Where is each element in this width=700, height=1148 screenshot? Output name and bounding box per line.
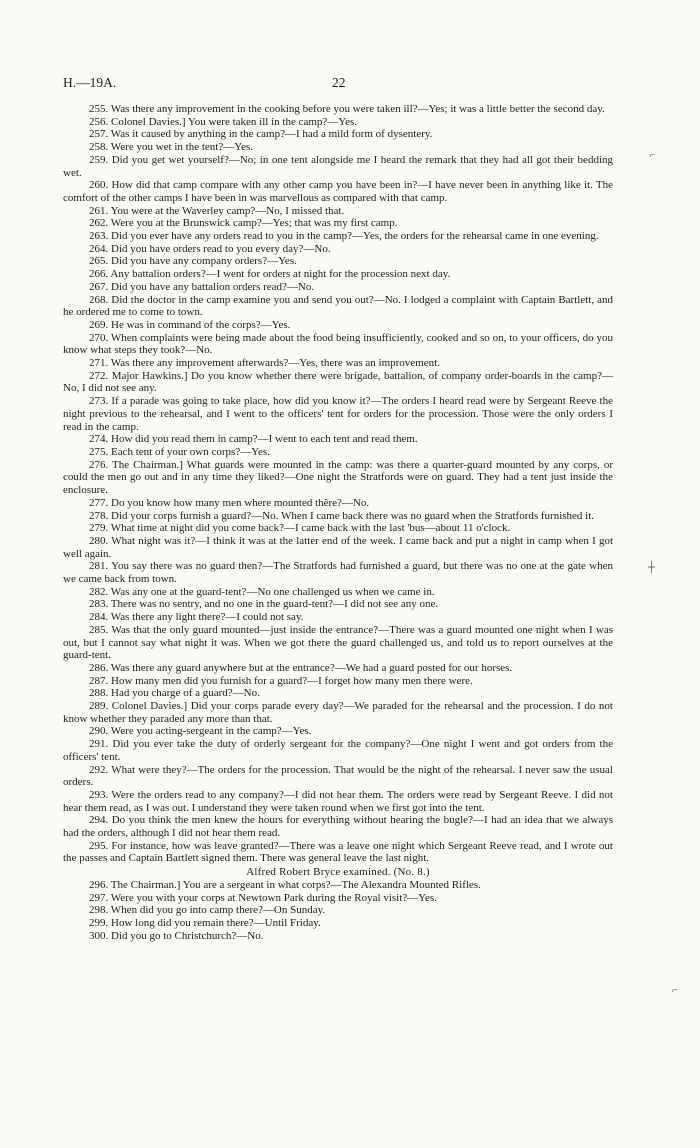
question-answer-paragraph: 280. What night was it?—I think it was at the latter end of the week. I came back and put a night in camp when I got well again. [63,534,613,560]
question-answer-paragraph: 286. Was there any guard anywhere but at the entrance?—We had a guard posted for our horses. [89,661,513,674]
evidence-paragraphs [63,103,613,865]
question-answer-paragraph: 292. What were they?—The orders for the procession. That would be the night of the rehearsal. I never saw the usual orders. [63,763,613,789]
evidence-paragraphs-continued [63,879,613,943]
question-answer-paragraph: 298. When did you go into camp there?—On Sunday. [89,904,326,917]
question-answer-paragraph: 271. Was there any improvement afterwards?—Yes, there was an improvement. [89,357,440,370]
question-answer-paragraph: 267. Did you have any battalion orders read?—No. [89,280,315,293]
question-answer-paragraph: 262. Were you at the Brunswick camp?—Yes; that was my first camp. [89,217,398,230]
question-answer-paragraph: 274. How did you read them in camp?—I went to each tent and read them. [89,433,418,446]
question-answer-paragraph: 270. When complaints were being made about the food being insufficiently, cooked and so on, to your officers, do you know what steps they took?—No. [63,331,613,357]
question-answer-paragraph: 258. Were you wet in the tent?—Yes. [89,141,253,154]
question-answer-paragraph: 277. Do you know how many men where mounted thêre?—No. [89,496,370,509]
witness-heading: Alfred Robert Bryce examined. (No. 8.) [246,866,430,879]
question-answer-paragraph: 278. Did your corps furnish a guard?—No. When I came back there was no guard when the Stratfords furnished it. [89,509,595,522]
question-answer-paragraph: 276. The Chairman.] What guards were mounted in the camp: was there a quarter-guard mounted by any corps, or could the men go out and in any time they liked?—One night the Stratfords were on guard. They had a tent just inside the enclosure. [63,458,613,497]
question-answer-paragraph: 282. Was any one at the guard-tent?—No one challenged us when we came in. [89,585,435,598]
page-number: 22 [332,75,346,90]
page-header [63,75,615,95]
margin-mark: ⌐ [672,985,678,996]
question-answer-paragraph: 299. How long did you remain there?—Until Friday. [89,917,321,929]
question-answer-paragraph: 285. Was that the only guard mounted—just inside the entrance?—There was a guard mounted one night when I was out, but I cannot say what night it was. When we got there the guard challenged us, and told us to report ourselves at the guard-tent. [63,623,613,662]
question-answer-paragraph: 259. Did you get wet yourself?—No; in one tent alongside me I heard the remark that they had all got their bedding wet. [63,153,613,179]
question-answer-paragraph: 290. Were you acting-sergeant in the camp?—Yes. [89,725,312,738]
question-answer-paragraph: 300. Did you go to Christchurch?—No. [89,929,264,942]
question-answer-paragraph: 289. Colonel Davies.] Did your corps parade every day?—We paraded for the rehearsal and the procession. I do not know whether they paraded any more than that. [63,700,613,725]
question-answer-paragraph: 269. He was in command of the corps?—Yes. [89,318,291,331]
question-answer-paragraph: 255. Was there any improvement in the cooking before you were taken ill?—Yes; it was a little better the second day. [89,103,605,115]
question-answer-paragraph: 256. Colonel Davies.] You were taken ill in the camp?—Yes. [89,115,358,128]
question-answer-paragraph: 296. The Chairman.] You are a sergeant in what corps?—The Alexandra Mounted Rifles. [89,878,481,891]
question-answer-paragraph: 275. Each tent of your own corps?—Yes. [89,445,270,458]
question-answer-paragraph: 297. Were you with your corps at Newtown Park during the Royal visit?—Yes. [89,891,437,904]
question-answer-paragraph: 257. Was it caused by anything in the camp?—I had a mild form of dysentery. [89,128,433,141]
question-answer-paragraph: 294. Do you think the men knew the hours for everything without hearing the bugle?—I had an idea that we always had the orders, although I did not hear them read. [63,814,613,840]
question-answer-paragraph: 261. You were at the Waverley camp?—No, I missed that. [89,204,345,217]
question-answer-paragraph: 272. Major Hawkins.] Do you know whether there were brigade, battalion, of company order-boards in the camp?—No, I did not see any. [63,369,613,395]
margin-mark: ⌐ [650,150,656,161]
question-answer-paragraph: 273. If a parade was going to take place, how did you know it?—The orders I heard read were by Sergeant Reeve the night previous to the rehearsal, and I went to the officers' tent for orders for the procession. Those were the only orders I read in the camp. [63,395,613,433]
question-answer-paragraph: 268. Did the doctor in the camp examine you and send you out?—No. I lodged a complaint with Captain Bartlett, and he ordered me to come to town. [63,293,613,319]
question-answer-paragraph: 263. Did you ever have any orders read to you in the camp?—Yes, the orders for the rehearsal came in one evening. [89,230,599,243]
question-answer-paragraph: 266. Any battalion orders?—I went for orders at night for the procession next day. [89,268,451,281]
section-reference: H.—19A. [63,75,117,90]
question-answer-paragraph: 295. For instance, how was leave granted?—There was a leave one night which Sergeant Reeve read, and I wrote out the passes and Captain Bartlett signed them. There was general leave the last night. [63,839,613,865]
question-answer-paragraph: 288. Had you charge of a guard?—No. [89,687,260,700]
question-answer-paragraph: 284. Was there any light there?—I could not say. [89,611,304,624]
question-answer-paragraph: 283. There was no sentry, and no one in the guard-tent?—I did not see any one. [89,598,439,611]
document-body [63,103,613,942]
question-answer-paragraph: 264. Did you have orders read to you every day?—No. [89,242,331,255]
question-answer-paragraph: 293. Were the orders read to any company?—I did not hear them. The orders were read by Sergeant Reeve. I did not hear them read, as I was out. I understand they were taken round when we first got into the tent. [63,788,613,814]
question-answer-paragraph: 287. How many men did you furnish for a guard?—I forget how many men there were. [89,674,473,687]
question-answer-paragraph: 260. How did that camp compare with any other camp you have been in?—I have never been in anything like it. The comfort of the other camps I have been in was marvellous as compared with that camp. [63,179,613,204]
question-answer-paragraph: 265. Did you have any company orders?—Yes. [89,255,297,268]
question-answer-paragraph: 281. You say there was no guard then?—The Stratfords had furnished a guard, but there was no one at the gate when we came back from town. [63,560,613,586]
question-answer-paragraph: 291. Did you ever take the duty of orderly sergeant for the company?—One night I went and got orders from the officers' tent. [63,738,613,763]
margin-mark: ┼ [648,562,656,573]
question-answer-paragraph: 279. What time at night did you come back?—I came back with the last 'bus—about 11 o'clock. [89,522,511,535]
